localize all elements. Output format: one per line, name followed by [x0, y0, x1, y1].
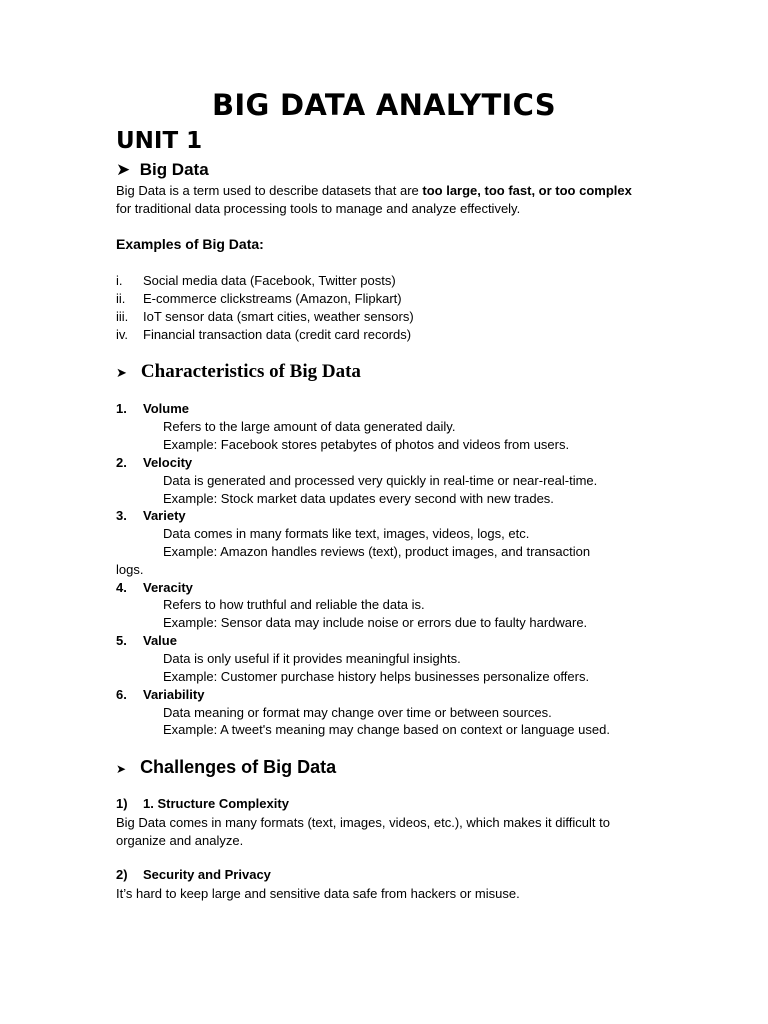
characteristic-description: Data meaning or format may change over time or between sources. — [163, 705, 552, 720]
characteristic-number: 3. — [116, 508, 127, 523]
section-heading-challenges — [116, 757, 336, 778]
arrow-right-bullet-icon: ➤ — [116, 160, 131, 180]
characteristic-name: Variety — [143, 508, 186, 523]
list-item-number: i. — [116, 273, 123, 288]
arrow-right-bullet-icon: ➤ — [116, 366, 127, 381]
characteristic-description: Refers to the large amount of data generated daily. — [163, 419, 456, 434]
unit-heading: UNIT 1 — [116, 128, 203, 154]
characteristic-example-continued: logs. — [116, 562, 144, 577]
list-item: E-commerce clickstreams (Amazon, Flipkart) — [143, 291, 402, 306]
challenge-name: 1. Structure Complexity — [143, 796, 289, 811]
characteristic-number: 4. — [116, 580, 127, 595]
list-item-number: iv. — [116, 327, 129, 342]
characteristic-number: 6. — [116, 687, 127, 702]
characteristic-example: Example: A tweet's meaning may change based on context or language used. — [163, 722, 610, 737]
characteristic-name: Veracity — [143, 580, 193, 595]
definition-text-end: for traditional data processing tools to manage and analyze effectively. — [116, 201, 521, 216]
list-item: IoT sensor data (smart cities, weather sensors) — [143, 309, 414, 324]
challenge-number: 1) — [116, 796, 128, 811]
examples-heading: Examples of Big Data: — [116, 236, 264, 252]
challenge-description: It’s hard to keep large and sensitive data safe from hackers or misuse. — [116, 886, 520, 901]
challenge-name: Security and Privacy — [143, 867, 271, 882]
characteristic-name: Variability — [143, 687, 205, 702]
characteristic-number: 2. — [116, 455, 127, 470]
characteristic-example: Example: Stock market data updates every second with new trades. — [163, 491, 554, 506]
characteristic-description: Data is only useful if it provides meaningful insights. — [163, 651, 461, 666]
section-heading-text: Big Data — [139, 160, 209, 179]
challenge-number: 2) — [116, 867, 128, 882]
challenge-description: Big Data comes in many formats (text, images, videos, etc.), which makes it difficult to organize and analyze. — [116, 815, 610, 848]
characteristic-example: Example: Sensor data may include noise or errors due to faulty hardware. — [163, 615, 588, 630]
characteristic-example: Example: Amazon handles reviews (text), product images, and transaction — [163, 544, 591, 559]
big-data-definition — [116, 182, 636, 218]
characteristic-description: Data is generated and processed very quickly in real-time or near-real-time. — [163, 473, 598, 488]
section-heading-characteristics — [116, 361, 361, 383]
section-heading-text: Characteristics of Big Data — [140, 361, 361, 382]
characteristic-number: 1. — [116, 401, 127, 416]
characteristic-name: Velocity — [143, 455, 193, 470]
characteristic-example: Example: Facebook stores petabytes of photos and videos from users. — [163, 437, 570, 452]
characteristic-description: Data comes in many formats like text, images, videos, logs, etc. — [163, 526, 530, 541]
list-item: Social media data (Facebook, Twitter posts) — [143, 273, 396, 288]
list-item-number: ii. — [116, 291, 126, 306]
list-item: Financial transaction data (credit card records) — [143, 327, 412, 342]
characteristic-name: Volume — [143, 401, 189, 416]
characteristic-name: Value — [143, 633, 177, 648]
section-heading-text: Challenges of Big Data — [140, 757, 337, 777]
characteristic-number: 5. — [116, 633, 127, 648]
list-item-number: iii. — [116, 309, 129, 324]
definition-emphasis: too large, too fast, or too complex — [422, 183, 632, 198]
document-title: BIG DATA ANALYTICS — [212, 88, 556, 122]
arrow-right-bullet-icon: ➤ — [116, 762, 127, 776]
section-heading-big-data — [116, 160, 209, 180]
characteristic-description: Refers to how truthful and reliable the data is. — [163, 597, 425, 612]
definition-text: Big Data is a term used to describe datasets that are — [116, 183, 423, 198]
characteristic-example: Example: Customer purchase history helps businesses personalize offers. — [163, 669, 590, 684]
